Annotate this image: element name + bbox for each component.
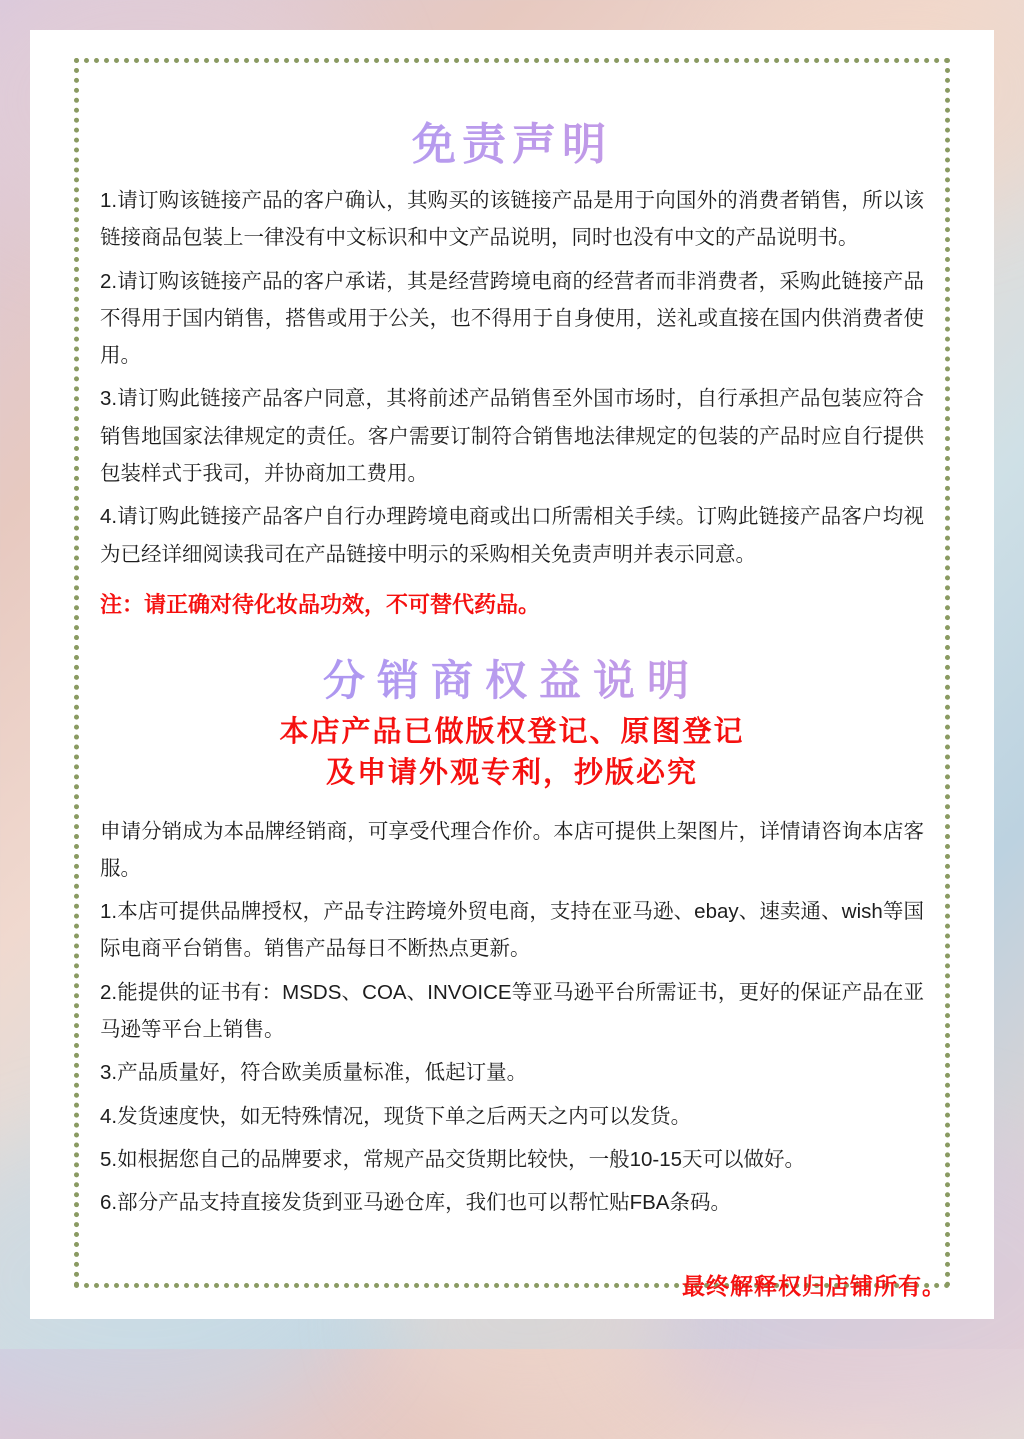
copyright-warning-line: 及申请外观专利，抄版必究 xyxy=(325,757,698,790)
spacer xyxy=(100,795,924,813)
distributor-item: 2.能提供的证书有：MSDS、COA、INVOICE等亚马逊平台所需证书，更好的保证产品在亚马逊等平台上销售。 xyxy=(100,980,924,1041)
disclaimer-paragraph: 2.请订购该链接产品的客户承诺，其是经营跨境电商的经营者而非消费者，采购此链接产品不得用于国内销售，搭售或用于公关，也不得用于自身使用，送礼或直接在国内供消费者使用。 xyxy=(100,269,924,368)
disclaimer-paragraph: 1.请订购该链接产品的客户确认，其购买的该链接产品是用于向国外的消费者销售，所以该链接商品包装上一律没有中文标识和中文产品说明，同时也没有中文的产品说明书。 xyxy=(100,189,924,250)
distributor-item: 5.如根据您自己的品牌要求，常规产品交货期比较快，一般10-15天可以做好。 xyxy=(100,1147,806,1171)
disclaimer-card xyxy=(30,30,994,1319)
distributor-item: 1.本店可提供品牌授权，产品专注跨境外贸电商，支持在亚马逊、ebay、速卖通、wish等国际电商平台销售。销售产品每日不断热点更新。 xyxy=(100,900,924,961)
copyright-warning-line: 本店产品已做版权登记、原图登记 xyxy=(279,716,745,749)
disclaimer-note: 注：请正确对待化妆品功效，不可替代药品。 xyxy=(100,591,541,617)
disclaimer-title: 免责声明 xyxy=(100,108,924,172)
disclaimer-paragraph: 4.请订购此链接产品客户自行办理跨境电商或出口所需相关手续。订购此链接产品客户均视为已经详细阅读我司在产品链接中明示的采购相关免责声明并表示同意。 xyxy=(100,505,924,566)
disclaimer-paragraph: 3.请订购此链接产品客户同意，其将前述产品销售至外国市场时，自行承担产品包装应符合销售地国家法律规定的责任。客户需要订制符合销售地法律规定的包装的产品时应自行提供包装样式于我司，并协商加工费用。 xyxy=(100,387,924,486)
distributor-title: 分销商权益说明 xyxy=(100,648,924,708)
distributor-item: 4.发货速度快，如无特殊情况，现货下单之后两天之内可以发货。 xyxy=(100,1104,692,1128)
distributor-intro: 申请分销成为本品牌经销商，可享受代理合作价。本店可提供上架图片，详情请咨询本店客服。 xyxy=(100,819,924,880)
distributor-item: 6.部分产品支持直接发货到亚马逊仓库，我们也可以帮忙贴FBA条码。 xyxy=(100,1191,731,1215)
card-content xyxy=(100,80,924,1227)
final-interpretation-note: 最终解释权归店铺所有。 xyxy=(682,1273,946,1299)
distributor-item: 3.产品质量好，符合欧美质量标准，低起订量。 xyxy=(100,1061,528,1085)
